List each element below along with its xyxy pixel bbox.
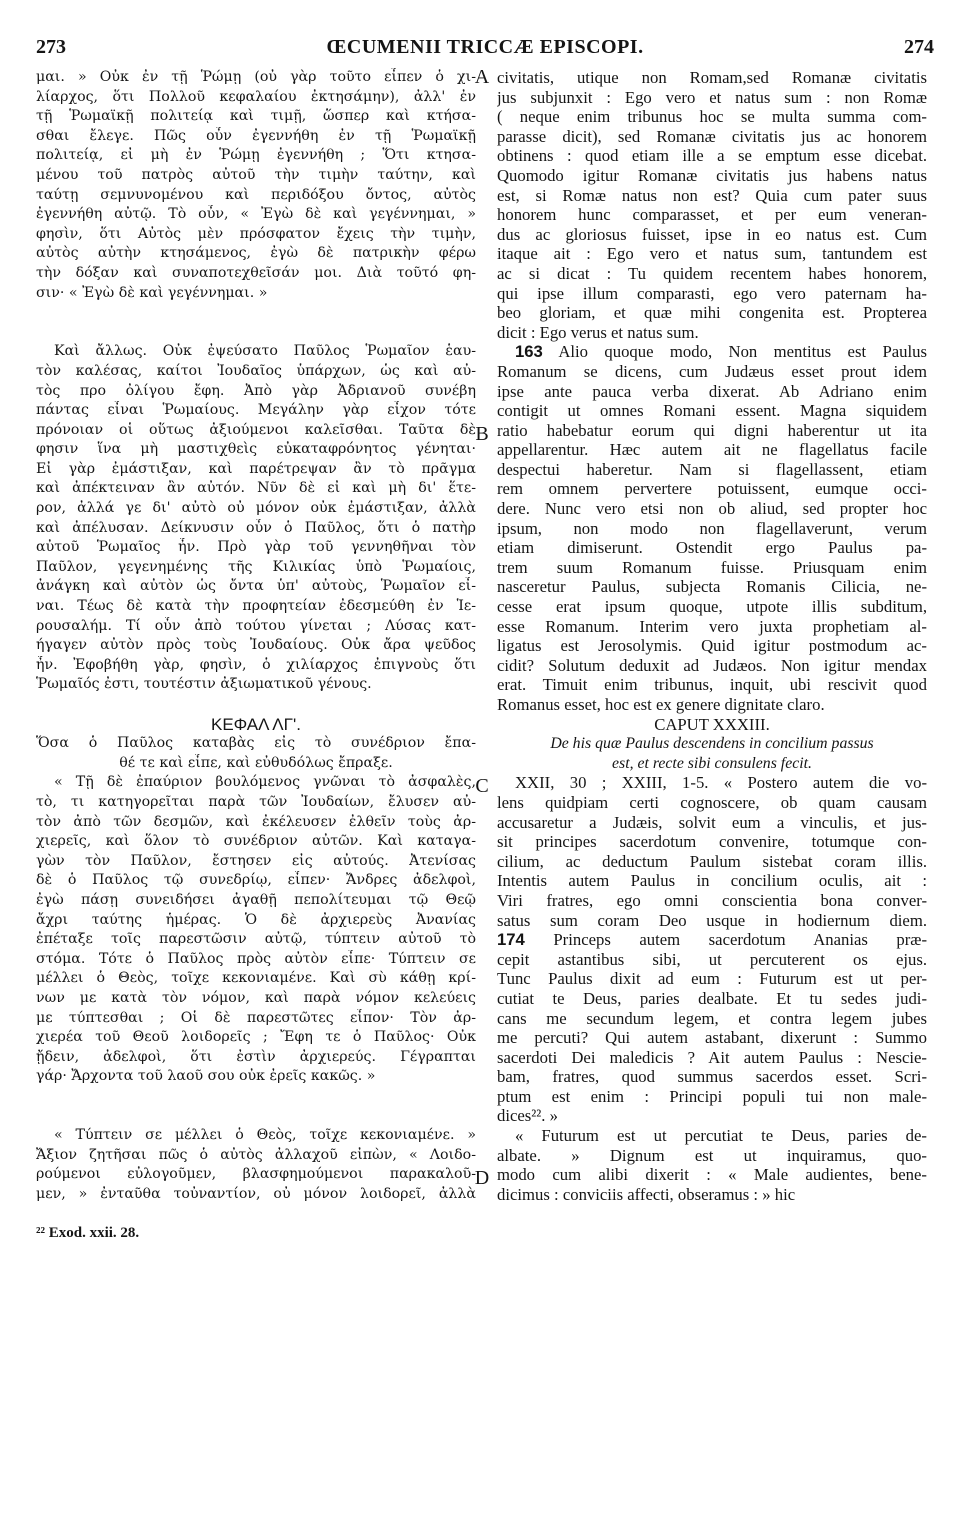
greek-text-line: αὐτοῦ Ῥωμαῖος ἦν. Πρὸ γὰρ τοῦ γεννηθῆναι τὸν (36, 539, 476, 556)
greek-text-line: τὴν δόξαν καὶ συναποτεχθεῖσάν μοι. Διὰ τοῦτό φη- (36, 264, 476, 281)
greek-text-line: αὐτὸς αὐτὴν κτησάμενος, ἐγὼ δὲ πατρικὴν φέρω (36, 245, 476, 262)
latin-text-line: appellarentur. Hæc autem ait ne flagellatus facile (497, 440, 927, 460)
latin-text-line: 163 Alio quoque modo, Non mentitus est Paulus (515, 342, 927, 362)
greek-text-line: τὸν καλέσας, καίτοι Ἰουδαῖος ὑπάρχων, ὡς καὶ αὐ- (36, 362, 476, 379)
latin-text-line: bam, fratres, quod summus sacerdos esset. Scri- (497, 1067, 927, 1087)
section-number: 174 (497, 930, 525, 950)
latin-text-line: dere. Nunc vero etsi non ob aliud, sed propter hoc (497, 499, 927, 519)
latin-text-line: De his quæ Paulus descendens in concilium passus (550, 735, 874, 753)
latin-text-line: cidit? Solutum deduxit ad Judæos. Non igitur mendax (497, 655, 927, 675)
greek-text-line: λίαρχος, ὅτι Πολλοῦ κεφαλαίου ἐκτησάμην), ἀλλ' ἐν (36, 88, 476, 105)
latin-text-line: rem omnem pervertere potuissent, eumque occi- (497, 479, 927, 499)
latin-text-line: dicimus : conviciis affecti, obseramus : » hic (497, 1184, 796, 1204)
greek-text-line: τὸν ἀπὸ τῶν δεσμῶν, καὶ ἐκέλευσεν ἐλθεῖν τοὺς ἀρ- (36, 813, 476, 830)
greek-text-line: νων με κατὰ τὸν νόμον, καὶ παρὰ νόμον κελεύεις (36, 989, 476, 1006)
greek-text-line: ρουσαλήμ. Τί οὖν ἀπὸ τούτου γίνεται ; Λύσας κατ- (36, 617, 476, 634)
latin-text-line: trem suum Romanum fuisse. Priusquam enim (497, 557, 927, 577)
greek-text-line: Ῥωμαῖός ἐστι, τουτέστιν ἀξιωματικοῦ γένους. (36, 676, 372, 693)
latin-text-line: dus ac gloriosus fuisset, ipse in eo natus est. Cum (497, 224, 927, 244)
greek-text-line: χιερέα τοῦ Θεοῦ λοιδορεῖς ; Ἔφη τε ὁ Παῦλος· Οὐκ (36, 1029, 476, 1046)
latin-text-line: Tunc Paulus dixit ad eum : Futurum est ut per- (497, 969, 927, 989)
latin-text-line: jus subjunxit : Ego vero et natus sum : non Romæ (497, 87, 927, 107)
latin-text-line: cesse erat ipsum quoque, utpote illis subditum, (497, 597, 927, 617)
greek-text-line: ναι. Τέως δὲ κατὰ τὴν προφητείαν ἐδεσμεύθη ἐν Ἱε- (36, 598, 476, 615)
greek-text-line: ρούμενοι εὐλογοῦμεν, βλασφημούμενοι παρακαλοῦ- (36, 1166, 476, 1183)
latin-text-line: lens quidpiam certi cognoscere, ob quam causam (497, 792, 927, 812)
greek-text-line: σθαι ἔλεγε. Πῶς οὖν ἐγεννήθη ἐν τῇ Ῥωμαϊκῇ (36, 127, 476, 144)
margin-letter-d: D (474, 1167, 490, 1189)
latin-text-line: albate. » Dignum est ut inquiramus, quo- (497, 1145, 927, 1165)
greek-chapter-heading: ΚΕΦΑΛ ΛΓ'. (211, 714, 301, 734)
margin-letter-b: B (475, 423, 489, 445)
greek-text-line: τὸς προ ὀλίγου ἔφη. Ἀπὸ γὰρ Ἀδριανοῦ συνέβη (36, 382, 476, 399)
latin-text-line: est, et recte sibi consulens fecit. (612, 754, 812, 772)
latin-text-line: Viri fratres, ego omni conscientia bona conver- (497, 890, 927, 910)
greek-text-line: καὶ ἀπέκτειναν ἂν αὐτόν. Νῦν δὲ εἰ καὶ μὴ δι' ἕτε- (36, 480, 476, 497)
greek-text-line: χιερεῖς, καὶ ὅλον τὸ συνέδριον αὐτῶν. Καὶ καταγα- (36, 833, 476, 850)
latin-text-line: honorem hunc comparasset, et per eum veneran- (497, 205, 927, 225)
latin-text-line: ptum est enim : Principi populi tui non male- (497, 1086, 927, 1106)
latin-chapter-heading: CAPUT XXXIII. (654, 714, 770, 734)
margin-letter-a: A (474, 66, 490, 88)
latin-text-line: sit principes sacerdotum convenire, totumque con- (497, 832, 927, 852)
latin-text-line: ipsum, non modo non flagellaverunt, verum (497, 518, 927, 538)
greek-text-line: Ὅσα ὁ Παῦλος καταβὰς εἰς τὸ συνέδριον ἔπα- (36, 735, 476, 752)
greek-text-line: σιν· « Ἐγὼ δὲ καὶ γεγέννημαι. » (36, 284, 268, 301)
latin-text-line: esse Romanum. Interim vero juxta prophetiam al- (497, 616, 927, 636)
latin-text-line: parasse dicit), sed Romanæ civitatis jus ac honorem (497, 126, 927, 146)
latin-text-line: Romanum se dicens, cum Judæus esset prout idem (497, 361, 927, 381)
greek-blank-line (36, 1204, 476, 1224)
latin-text-line: est, si Romæ natus non est? Quia cum pater suus (497, 185, 927, 205)
latin-text-line: ratio habebatur eorum qui digni haberentur ut ita (497, 420, 927, 440)
latin-text-line: Intentis autem Paulus in concilium oculis, ait : (497, 871, 927, 891)
greek-text-line: ἦν. Ἐφοβήθη γὰρ, φησὶν, ὁ χιλίαρχος ἐπιγνοὺς ὅτι (36, 656, 476, 673)
latin-text-line: cutiat te Deus, paries dealbate. Et tu sedes judi- (497, 988, 927, 1008)
latin-text-line: ( neque enim tribunus hoc se multa summa com- (497, 107, 927, 127)
greek-text-line: μένου τοῦ πατρὸς αὐτοῦ τὴν τιμὴν ταύτην, καὶ (36, 166, 476, 183)
greek-text-line: ήγαγεν αὐτὸν πρὸς τοὺς Ἰουδαίους. Οὐκ ἄρα ψεῦδος (36, 637, 476, 654)
greek-blank-line (36, 1087, 476, 1107)
greek-text-line: γάρ· Ἄρχοντα τοῦ λαοῦ σου οὐκ ἐρεῖς κακῶς. » (36, 1068, 376, 1085)
greek-text-line: ᾔδειν, ἀδελφοὶ, ὅτι ἐστὶν ἀρχιερεύς. Γέγραπται (36, 1048, 476, 1065)
greek-text-column (36, 68, 476, 1244)
greek-text-line: Ἄξιον ζητῆσαι πῶς ὁ αὐτὸς ἀλλαχοῦ εἰπὼν, « Λοιδο- (36, 1146, 476, 1163)
latin-text-line: erat. Timuit enim tribunus, inquit, ubi rescivit quod (497, 675, 927, 695)
greek-text-line: γὼν τὸν Παῦλον, ἔστησεν εἰς αὐτούς. Ἀτενίσας (36, 852, 476, 869)
latin-text-line: cilium, ac deductum Paulum sistebat coram illis. (497, 851, 927, 871)
latin-text-line: cepit astantibus sibi, ut percuterent os ejus. (497, 949, 927, 969)
greek-text-line: ἐγεννήθη αὐτῷ. Τὸ οὖν, « Ἐγὼ δὲ καὶ γεγέννημαι, » (36, 206, 476, 223)
greek-text-line: ἐγὼ πάσῃ συνειδήσει ἀγαθῇ πεπολίτευμαι τῷ Θεῷ (36, 891, 476, 908)
greek-text-line: φησιν ἵνα μὴ μαστιχθεὶς εὐκαταφρόνητος γένηται· (36, 441, 476, 458)
latin-text-line: 174 Princeps autem sacerdotum Ananias præ- (497, 930, 927, 950)
greek-text-line: ἄχρι ταύτης ἡμέρας. Ὁ δὲ ἀρχιερεὺς Ἀνανίας (36, 911, 476, 928)
latin-text-line: dicit : Ego verus et natus sum. (497, 322, 699, 342)
latin-text-line: etiam dimiserunt. Ostendit ergo Paulus pa- (497, 538, 927, 558)
latin-text-line: ligatus est Jerosolymis. Quid igitur postmodum ac- (497, 636, 927, 656)
latin-text-line: ac si dicat : Tu quidem recentem habes honorem, (497, 263, 927, 283)
greek-text-line: ἀνάγκη καὶ αὐτὸν ὡς ὄντα ὑπ' αὐτοὺς, Ῥωμαῖον εἶ- (36, 578, 476, 595)
latin-text-line: accusaretur a Judæis, solvit eum a vinculis, et jus- (497, 812, 927, 832)
greek-footnote: ²² Exod. xxii. 28. (36, 1225, 140, 1242)
greek-text-line: μεν, » ἐνταῦθα τοὐναντίον, οὐ μόνον λοιδορεῖ, ἀλλὰ (36, 1185, 476, 1202)
latin-text-line: ipse ante pauca verba dixerat. Ab Adriano enim (497, 381, 927, 401)
latin-text-line: civitatis, utique non Romam,sed Romanæ civitatis (497, 68, 927, 87)
greek-text-line: φησὶν, ὅτι Αὐτὸς μὲν πρόσφατον ἔχεις τὴν τιμὴν, (36, 225, 476, 242)
greek-text-line: ἐπέταξε τοῖς παρεστῶσιν αὐτῷ, τύπτειν αὐτοῦ τὸ (36, 931, 476, 948)
greek-text-line: Εἰ γὰρ ἐμάστιξαν, καὶ παρέτρεψαν ἂν τὸ πρᾶγμα (36, 460, 476, 477)
latin-text-line: « Futurum est ut percutiat te Deus, paries de- (515, 1126, 927, 1146)
latin-text-line: contigit ut omnes Romani essent. Magna siquidem (497, 401, 927, 421)
latin-text-line: despectui haberetur. Nam si flagellassent, etiam (497, 459, 927, 479)
running-header (36, 36, 934, 66)
greek-text-line: μέλλει ὁ Θεὸς, τοῖχε κεκονιαμένε. Καὶ σὺ κάθῃ κρί- (36, 970, 476, 987)
greek-text-line: στόμα. Τότε ὁ Παῦλος πρὸς αὐτὸν εἶπε· Τύπτειν σε (36, 950, 476, 967)
greek-text-line: δὲ ὁ Παῦλος τῷ συνεδρίῳ, εἶπεν· Ἄνδρες ἀδελφοὶ, (36, 872, 476, 889)
greek-text-line: ρον, ἀλλά γε δι' αὐτὸ οὐ μόνον οὐκ ἐμάστιξαν, ἀλλὰ (36, 500, 476, 517)
greek-text-line: με τύπτεσθαι ; Οἱ δὲ παρεστῶτες εἶπον· Τὸν ἀρ- (36, 1009, 476, 1026)
greek-text-line: τὸ, τι κατηγορεῖται παρὰ τῶν Ἰουδαίων, ἔλυσεν αὐ- (36, 793, 476, 810)
latin-text-line: Romanus esset, hoc est ex genere dignitate claro. (497, 695, 825, 714)
latin-text-line: obtinens : quod etiam ille a se emptum esse dicebat. (497, 146, 927, 166)
greek-text-line: πολιτείᾳ, εἰ μὴ ἐν Ῥώμῃ ἐγεννήθη ; Ὅτι κτησα- (36, 147, 476, 164)
latin-text-line: beo gloriam, et quæ mihi congenita est. Propterea (497, 303, 927, 323)
running-title: ŒCUMENII TRICCÆ EPISCOPI. (326, 36, 644, 58)
latin-text-line: Quomodo igitur Romanæ civitatis jus habens natus (497, 165, 927, 185)
greek-text-line: τῇ Ῥωμαϊκῇ πολιτείᾳ καὶ τιμῇ, ὥσπερ καὶ κτήσα- (36, 108, 476, 125)
latin-text-column (497, 68, 927, 1204)
section-number: 163 (515, 342, 543, 362)
greek-text-line: « Τῇ δὲ ἐπαύριον βουλόμενος γνῶναι τὸ ἀσφαλὲς, (54, 774, 476, 791)
greek-text-line: πάντας εἶναι Ῥωμαίους. Μεγάλην γὰρ εἶχον τότε (36, 402, 476, 419)
latin-text-line: dices²². » (497, 1106, 558, 1126)
greek-blank-line (36, 1106, 476, 1126)
page-number-right: 274 (904, 36, 934, 58)
greek-text-line: Καὶ ἄλλως. Οὐκ ἐψεύσατο Παῦλος Ῥωμαῖον ἑαυ- (54, 343, 476, 360)
latin-text-line: nasceretur Paulus, subjecta Romanis Cilicia, ne- (497, 577, 927, 597)
greek-blank-line (36, 303, 476, 323)
margin-letter-c: C (475, 775, 489, 797)
latin-text-line: sacerdoti Dei maledicis ? Ait autem Paulus : Nescie- (497, 1047, 927, 1067)
greek-text-line: μαι. » Οὐκ ἐν τῇ Ῥώμῃ (οὐ γὰρ τοῦτο εἶπεν ὁ χι- (36, 69, 476, 85)
latin-text-line: satus sum coram Deo usque in hodiernum diem. (497, 910, 927, 930)
latin-text-line: modo cum alibi dixerit : « Male audientes, bene- (497, 1165, 927, 1185)
greek-text-line: πρόνοιαν οἱ οὕτως ἀξιούμενοι καλεῖσθαι. Ταῦτα δὲ (36, 421, 476, 438)
greek-text-line: καὶ ἀπέλυσαν. Δείκνυσιν οὖν ὁ Παῦλος, ὅτι ὁ πατὴρ (36, 519, 476, 536)
greek-text-line: ταύτῃ σεμνυνομένου καὶ περιδόξου ὄντος, αὐτὸς (36, 186, 476, 203)
latin-text-line: qui ipse illum comparasti, ego vero paternam ha- (497, 283, 927, 303)
latin-text-line: XXII, 30 ; XXIII, 1-5. « Postero autem die vo- (515, 773, 927, 793)
latin-text-line: me percuti? Qui autem astabant, dixerunt : Summo (497, 1028, 927, 1048)
greek-blank-line (36, 323, 476, 343)
greek-blank-line (36, 695, 476, 715)
page-number-left: 273 (36, 36, 66, 58)
greek-text-line: θέ τε καὶ εἶπε, καὶ εὐθυδόλως ἔπραξε. (119, 754, 393, 771)
latin-text-line: cans me secundum legem, et contra legem jubes (497, 1008, 927, 1028)
latin-text-line: itaque ait : Ego vero et natus sum, tantundem est (497, 244, 927, 264)
greek-text-line: Παῦλον, γεγενημένης τῆς Κιλικίας ὑπὸ Ῥωμαίοις, (36, 558, 476, 575)
greek-text-line: « Τύπτειν σε μέλλει ὁ Θεὸς, τοῖχε κεκονιαμένε. » (54, 1127, 476, 1144)
